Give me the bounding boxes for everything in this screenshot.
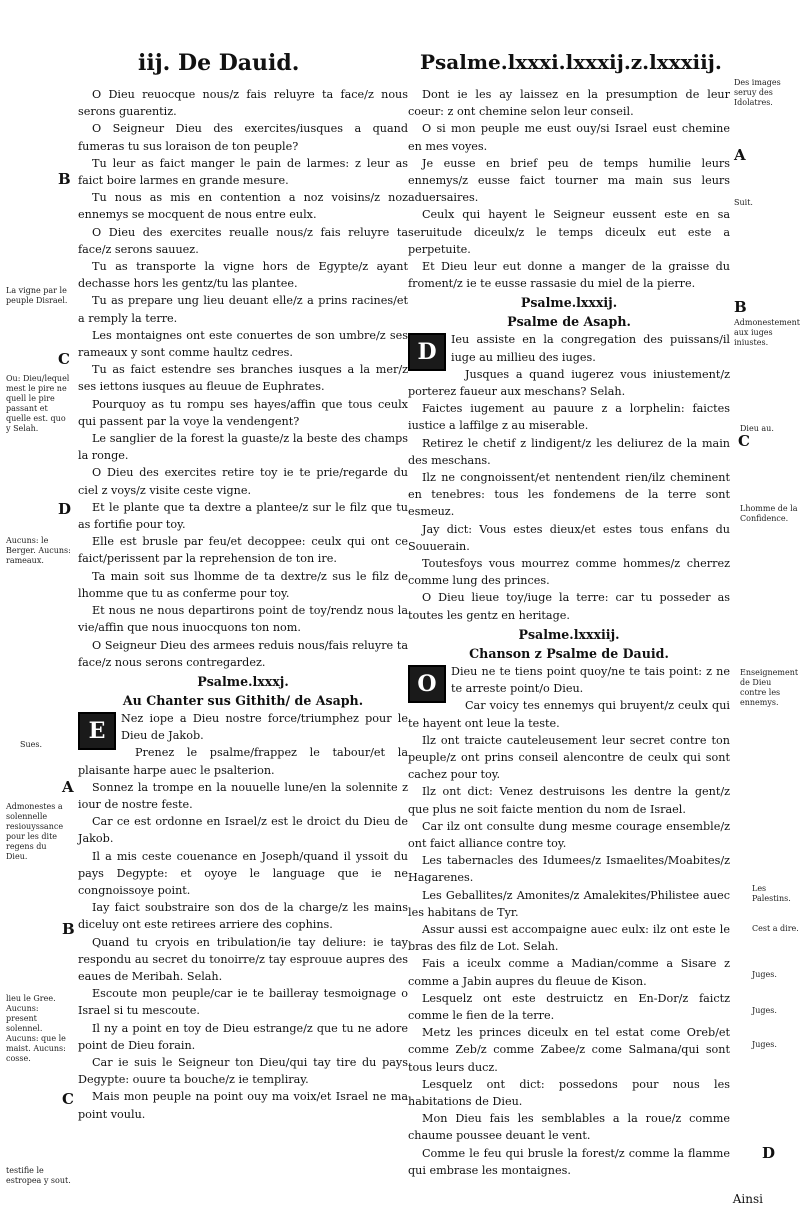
verse-paragraph: Pourquoy as tu rompu ses hayes/affin que tous ceulx qui passent par la voye la vendengent? <box>78 397 408 428</box>
right-paragraphs-3 <box>408 663 730 1179</box>
margin-note: Suit. <box>734 198 753 207</box>
section-letter: D <box>762 1144 776 1162</box>
verse-paragraph: Les Geballites/z Amonites/z Amalekites/Philistee auec les habitans de Tyr. <box>408 888 730 919</box>
verse-paragraph: Ilz ont dict: Venez destruisons les dentre la gent/z que plus ne soit faicte mention du nom de Israel. <box>408 785 730 816</box>
margin-note: Lhomme de la Confidence. <box>740 504 798 523</box>
right-column <box>408 86 730 1179</box>
page-header-right: Psalme.lxxxi.lxxxij.z.lxxxiij. <box>420 50 722 74</box>
verse-paragraph: Jay dict: Vous estes dieux/et estes tous enfans du Souuerain. <box>408 522 730 553</box>
verse-paragraph: Ta main soit sus lhomme de ta dextre/z sus le filz de lhomme que tu as conferme pour toy. <box>78 569 408 600</box>
right-paragraphs-2 <box>408 331 730 623</box>
verse-paragraph: Comme le feu qui brusle la forest/z comme la flamme qui embrase les montaignes. <box>408 1146 730 1177</box>
margin-note: Juges. <box>752 970 777 979</box>
verse-paragraph: Lesquelz ont dict: possedons pour nous les habitations de Dieu. <box>408 1077 730 1108</box>
catchword: Ainsi <box>732 1192 763 1206</box>
verse-paragraph: Nez iope a Dieu nostre force/triumphez pour le Dieu de Jakob. <box>121 711 408 743</box>
psalm-subheading: Chanson z Psalme de Dauid. <box>469 645 669 661</box>
drop-cap: E <box>78 712 116 750</box>
verse-paragraph: Tu as prepare ung lieu deuant elle/z a prins racines/et a remply la terre. <box>78 294 408 325</box>
psalm-subheading: Au Chanter sus Githith/ de Asaph. <box>122 692 364 708</box>
margin-note: Admonestement aux iuges iniustes. <box>734 318 800 347</box>
verse-paragraph: Ceulx qui hayent le Seigneur eussent este en sa seruitude diceulx/z le temps diceulx eut este a perpetuite. <box>408 208 730 256</box>
section-letter: B <box>58 170 71 188</box>
left-paragraphs <box>78 86 408 671</box>
verse-paragraph: Iay faict soubstraire son dos de la charge/z les mains diceluy ont este retirees arriere des cophins. <box>78 901 408 932</box>
margin-note: lieu le Gree. Aucuns: present solennel. Aucuns: que le maist. Aucuns: cosse. <box>6 994 66 1063</box>
verse-paragraph: Prenez le psalme/frappez le tabour/et la plaisante harpe auec le psalterion. <box>78 746 408 777</box>
verse-paragraph: Ilz ont traicte cauteleusement leur secret contre ton peuple/z ont prins conseil alencontre de ceulx qui sont cachez pour toy. <box>408 733 730 782</box>
verse-paragraph: O Dieu lieue toy/iuge la terre: car tu posseder as toutes les gentz en heritage. <box>408 591 730 622</box>
verse-paragraph: Dieu ne te tiens point quoy/ne te tais point: z ne te arreste point/o Dieu. <box>451 664 730 696</box>
verse-paragraph: O Seigneur Dieu des exercites/iusques a quand fumeras tu sus loraison de ton peuple? <box>78 122 408 153</box>
verse-paragraph: Faictes iugement au pauure z a lorphelin: faictes iustice a laffilge z au miserable. <box>408 402 730 433</box>
verse-paragraph: Je eusse en brief peu de temps humilie leurs ennemys/z eusse faict tourner ma main sus leurs aduersaires. <box>408 156 730 205</box>
psalm-heading: Psalme.lxxxiij. <box>518 626 620 642</box>
verse-paragraph: O Dieu reuocque nous/z fais reluyre ta face/z nous serons guarentiz. <box>78 88 408 119</box>
section-letter: B <box>62 920 75 938</box>
verse-paragraph: Dont ie les ay laissez en la presumption de leur coeur: z ont chemine selon leur conseil. <box>408 88 730 119</box>
section-letter: B <box>734 298 747 316</box>
section-letter: C <box>738 432 750 450</box>
drop-cap: D <box>408 333 446 371</box>
verse-paragraph: Les montaignes ont este conuertes de son umbre/z ses rameaux y sont comme haultz cedres. <box>78 328 408 360</box>
verse-paragraph: Ilz ne congnoissent/et nentendent rien/ilz cheminent en tenebres: tous les fondemens de la terre sont esmeuz. <box>408 471 730 519</box>
verse-paragraph: Il a mis ceste couenance en Joseph/quand il yssoit du pays Degypte: et oyoye le language que ie ne congnoissoye point. <box>78 849 408 897</box>
margin-note: Juges. <box>752 1040 777 1049</box>
verse-paragraph: Mon Dieu fais les semblables a la roue/z comme chaume poussee deuant le vent. <box>408 1112 730 1143</box>
verse-paragraph: Escoute mon peuple/car ie te bailleray tesmoignage o Israel si tu mescoute. <box>78 987 408 1018</box>
section-letter: A <box>62 778 74 796</box>
margin-note: La vigne par le peuple Disrael. <box>6 286 68 305</box>
verse-paragraph: Tu leur as faict manger le pain de larmes: z leur as faict boire larmes en grande mesure. <box>78 156 408 188</box>
verse-paragraph: Tu nous as mis en contention a noz voisins/z noz ennemys se mocquent de nous entre eulx. <box>78 191 408 222</box>
verse-paragraph: Car ie suis le Seigneur ton Dieu/qui tay tire du pays Degypte: ouure ta bouche/z ie templiray. <box>78 1055 408 1087</box>
verse-paragraph: Car ce est ordonne en Israel/z est le droict du Dieu de Jakob. <box>78 815 408 846</box>
left-paragraphs-2 <box>78 710 408 1123</box>
section-letter: D <box>58 500 72 518</box>
margin-note: Enseignement de Dieu contre les ennemys. <box>740 668 799 707</box>
verse-paragraph: Quand tu cryois en tribulation/ie tay deliure: ie tay respondu au secret du tonoirre/z tay esprouue aupres des eaues de Meribah. Selah. <box>78 935 408 983</box>
verse-paragraph: Les tabernacles des Idumees/z Ismaelites/Moabites/z Hagarenes. <box>408 854 730 885</box>
verse-paragraph: Le sanglier de la forest la guaste/z la beste des champs la ronge. <box>78 432 408 463</box>
verse-paragraph: Et Dieu leur eut donne a manger de la graisse du froment/z ie te eusse rassasie du miel de la pierre. <box>408 260 730 291</box>
section-letter: A <box>734 146 746 164</box>
right-paragraphs <box>408 86 730 292</box>
verse-paragraph: Retirez le chetif z lindigent/z les deliurez de la main des meschans. <box>408 436 730 467</box>
verse-paragraph: Tu as transporte la vigne hors de Egypte/z ayant dechasse hors les gentz/tu las plantee. <box>78 260 408 291</box>
verse-paragraph: Sonnez la trompe en la nouuelle lune/en la solennite z iour de nostre feste. <box>78 780 408 811</box>
margin-note: Sues. <box>20 740 43 749</box>
margin-note: Aucuns: le Berger. Aucuns: rameaux. <box>6 536 71 565</box>
drop-cap: O <box>408 665 446 703</box>
margin-note: Cest a dire. <box>752 924 799 933</box>
psalm-heading: Psalme.lxxxj. <box>197 673 289 689</box>
left-column <box>78 86 408 1123</box>
verse-paragraph: Assur aussi est accompaigne auec eulx: ilz ont este le bras des filz de Lot. Selah. <box>408 922 730 954</box>
verse-paragraph: Mais mon peuple na point ouy ma voix/et Israel ne ma point voulu. <box>78 1090 408 1121</box>
verse-paragraph: O Seigneur Dieu des armees reduis nous/fais reluyre ta face/z nous serons contregardez. <box>78 638 408 669</box>
psalm-subheading: Psalme de Asaph. <box>507 314 631 330</box>
margin-note: Dieu au. <box>740 424 774 433</box>
verse-paragraph: Car ilz ont consulte dung mesme courage ensemble/z ont faict alliance contre toy. <box>408 819 730 850</box>
section-letter: C <box>62 1090 74 1108</box>
margin-note: Admonestes a solennelle resiouyssance pour les dite regens du Dieu. <box>6 802 64 861</box>
verse-paragraph: Metz les princes diceulx en tel estat come Oreb/et comme Zeb/z comme Zabee/z come Salmana/qui sont tous leurs ducz. <box>408 1026 730 1074</box>
verse-paragraph: Car voicy tes ennemys qui bruyent/z ceulx qui te hayent ont leue la teste. <box>408 699 730 730</box>
verse-paragraph: Elle est brusle par feu/et decoppee: ceulx qui ont ce faict/perissent par la reprehension de ton ire. <box>78 535 408 566</box>
verse-paragraph: Jusques a quand iugerez vous iniustement/z porterez faueur aux meschans? Selah. <box>408 367 730 399</box>
margin-note: Ou: Dieu/lequel mest le pire ne quell le pire passant et quelle est. quo y Selah. <box>6 374 70 433</box>
verse-paragraph: Lesquelz ont este destruictz en En-Dor/z faictz comme le fien de la terre. <box>408 991 730 1022</box>
verse-paragraph: O Dieu des exercites retire toy ie te prie/regarde du ciel z voys/z visite ceste vigne. <box>78 466 408 497</box>
section-letter: C <box>58 350 70 368</box>
page-header-left: iij. De Dauid. <box>138 50 300 76</box>
verse-paragraph: Fais a iceulx comme a Madian/comme a Sisare z comme a Jabin aupres du fleuue de Kison. <box>408 957 730 988</box>
verse-paragraph: O Dieu des exercites reualle nous/z fais reluyre ta face/z serons sauuez. <box>78 225 408 256</box>
verse-paragraph: Il ny a point en toy de Dieu estrange/z que tu ne adore point de Dieu forain. <box>78 1021 408 1052</box>
margin-note: Des images seruy des Idolatres. <box>734 78 781 107</box>
margin-note: Les Palestins. <box>752 884 791 903</box>
margin-note: Juges. <box>752 1006 777 1015</box>
verse-paragraph: Ieu assiste en la congregation des puissans/il iuge au millieu des iuges. <box>451 333 730 364</box>
verse-paragraph: Tu as faict estendre ses branches iusques a la mer/z ses iettons iusques au fleuue de Euphrates. <box>78 363 408 394</box>
margin-note: testifie le estropea y sout. <box>6 1166 71 1185</box>
verse-paragraph: Toutesfoys vous mourrez comme hommes/z cherrez comme lung des princes. <box>408 557 730 588</box>
psalm-heading: Psalme.lxxxij. <box>520 295 618 311</box>
verse-paragraph: Et le plante que ta dextre a plantee/z sur le filz que tu as fortifie pour toy. <box>78 500 408 532</box>
verse-paragraph: O si mon peuple me eust ouy/si Israel eust chemine en mes voyes. <box>408 122 730 153</box>
verse-paragraph: Et nous ne nous departirons point de toy/rendz nous la vie/affin que nous inuocquons ton nom. <box>78 604 408 635</box>
